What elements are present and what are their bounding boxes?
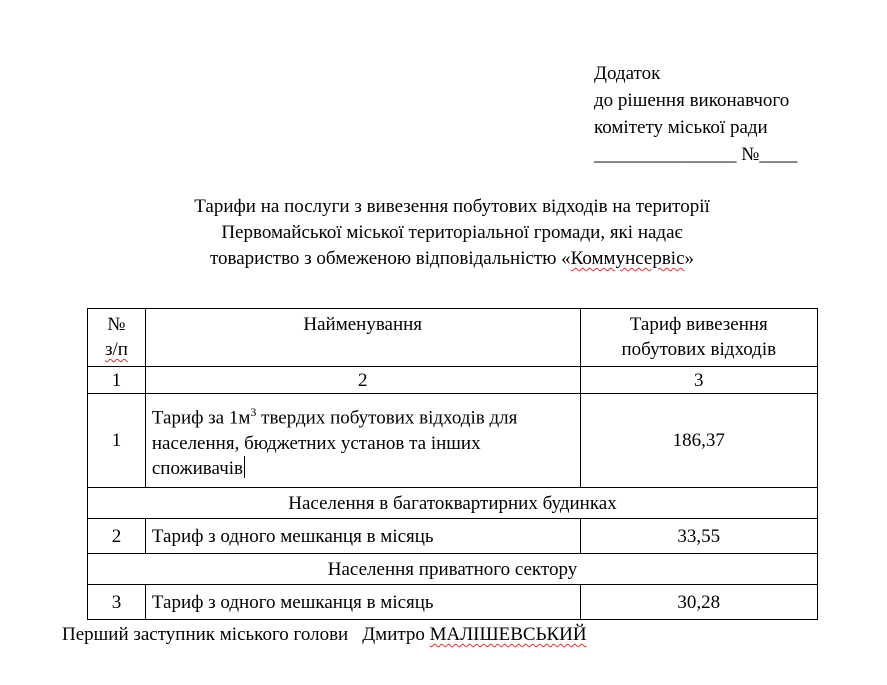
appendix-committee-line: комітету міської ради <box>594 117 768 138</box>
column-index-3: 3 <box>580 367 817 394</box>
row-tariff-value: 186,37 <box>580 394 817 488</box>
header-number-cell <box>88 309 146 367</box>
signatory-position: Перший заступник міського голови <box>62 624 349 645</box>
appendix-decision-line: до рішення виконавчого <box>594 90 790 111</box>
appendix-title: Додаток <box>594 63 661 84</box>
row-number: 3 <box>88 585 146 620</box>
row-name: Тариф з одного мешканця в місяць <box>145 585 580 620</box>
section-row <box>88 488 818 519</box>
tariff-table <box>87 308 818 620</box>
column-index-1: 1 <box>88 367 146 394</box>
header-number-symbol: № <box>107 314 126 335</box>
company-name: Коммунсервіс <box>570 248 685 269</box>
row-name: Тариф з одного мешканця в місяць <box>145 519 580 554</box>
header-tariff-cell <box>580 309 817 367</box>
section-private-sector: Населення приватного сектору <box>88 554 818 585</box>
appendix-date-number-line: _______________ №____ <box>594 144 798 165</box>
row-name-part-2: твердих побутових відходів для населення, бюджетних установ та інших споживачів <box>151 407 518 479</box>
title-line-3-suffix: » <box>684 248 695 269</box>
column-index-row <box>88 367 818 394</box>
document-title <box>60 194 844 272</box>
row-tariff-value: 33,55 <box>580 519 817 554</box>
appendix-block <box>594 60 797 168</box>
title-line-3-prefix: товариство з обмеженою відповідальністю « <box>209 248 571 269</box>
section-apartment-buildings: Населення в багатоквартирних будинках <box>88 488 818 519</box>
table-header-row <box>88 309 818 367</box>
text-cursor <box>244 456 245 478</box>
row-number: 1 <box>88 394 146 488</box>
title-line-2: Первомайської міської територіальної громади, які надає <box>221 222 683 243</box>
table-row <box>88 394 818 488</box>
table-row <box>88 519 818 554</box>
cubic-superscript: 3 <box>250 405 257 420</box>
header-tariff-line-2: побутових відходів <box>621 339 777 360</box>
row-number: 2 <box>88 519 146 554</box>
signatory-first-name: Дмитро <box>362 624 425 645</box>
title-line-1: Тарифи на послуги з вивезення побутових відходів на території <box>194 196 710 217</box>
table-row <box>88 585 818 620</box>
title-line-3 <box>60 246 844 272</box>
header-name-cell: Найменування <box>145 309 580 367</box>
row-name-part-1: Тариф за 1м <box>151 407 251 429</box>
signatory-last-name: МАЛІШЕВСЬКИЙ <box>429 624 587 645</box>
row-tariff-value: 30,28 <box>580 585 817 620</box>
header-number-abbrev: з/п <box>104 339 128 360</box>
column-index-2: 2 <box>145 367 580 394</box>
section-row <box>88 554 818 585</box>
row-name <box>145 394 580 488</box>
signature-line <box>62 624 587 646</box>
header-tariff-line-1: Тариф вивезення <box>629 314 768 335</box>
